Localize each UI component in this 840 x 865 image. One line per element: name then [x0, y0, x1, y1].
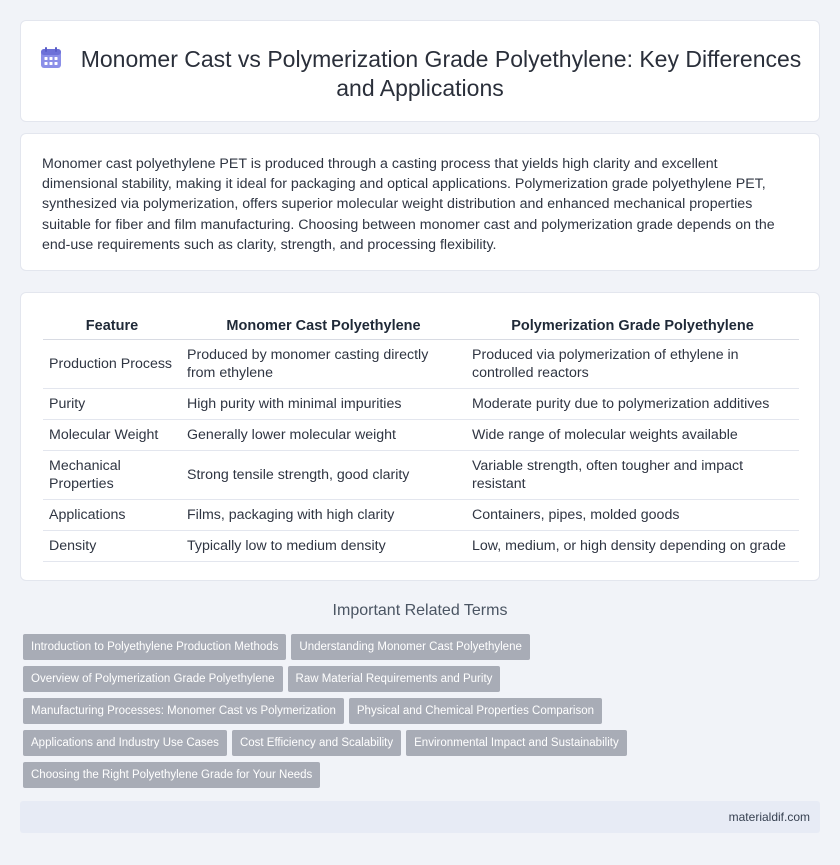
- related-terms-title: Important Related Terms: [332, 602, 508, 619]
- related-terms-list: [23, 634, 663, 794]
- table-cell: Molecular Weight: [43, 419, 181, 450]
- related-term-tag[interactable]: Manufacturing Processes: Monomer Cast vs Polymerization: [23, 698, 344, 724]
- table-row: [43, 499, 799, 530]
- related-term-tag[interactable]: Raw Material Requirements and Purity: [288, 666, 501, 692]
- related-term-tag[interactable]: Introduction to Polyethylene Production Methods: [23, 634, 286, 660]
- tag-row: [23, 730, 663, 756]
- table-row: [43, 530, 799, 561]
- header-feature: Feature: [43, 317, 181, 339]
- related-term-tag[interactable]: Physical and Chemical Properties Comparison: [349, 698, 602, 724]
- footer-site-link[interactable]: materialdif.com: [728, 810, 810, 824]
- related-term-tag[interactable]: Understanding Monomer Cast Polyethylene: [291, 634, 529, 660]
- table-cell: Production Process: [43, 339, 181, 388]
- table-row: [43, 339, 799, 388]
- intro-paragraph: Monomer cast polyethylene PET is produced through a casting process that yields high clarity and excellent dimensional stability, making it ideal for packaging and optical applications. Polymerization grade polyethylene PET, synthesized via polymerization, offers superior molecular weight distribution and enhanced mechanical properties suitable for fiber and film manufacturing. Choosing between monomer cast and polymerization grade depends on the end-use requirements such as clarity, strength, and processing flexibility.: [42, 156, 775, 253]
- tag-row: [23, 666, 663, 692]
- page-title: [21, 45, 819, 103]
- table-cell: Typically low to medium density: [181, 530, 466, 561]
- related-term-tag[interactable]: Cost Efficiency and Scalability: [232, 730, 401, 756]
- table-cell: Density: [43, 530, 181, 561]
- table-cell: Low, medium, or high density depending on grade: [466, 530, 799, 561]
- table-cell: Produced by monomer casting directly from ethylene: [181, 339, 466, 388]
- related-term-tag[interactable]: Overview of Polymerization Grade Polyethylene: [23, 666, 283, 692]
- table-cell: Wide range of molecular weights available: [466, 419, 799, 450]
- title-card: [20, 20, 820, 122]
- table-cell: Produced via polymerization of ethylene in controlled reactors: [466, 339, 799, 388]
- comparison-table-card: [20, 292, 820, 581]
- table-cell: Films, packaging with high clarity: [181, 499, 466, 530]
- related-term-tag[interactable]: Applications and Industry Use Cases: [23, 730, 227, 756]
- table-cell: Applications: [43, 499, 181, 530]
- table-row: [43, 419, 799, 450]
- table-header-row: [43, 317, 799, 339]
- related-term-tag[interactable]: Choosing the Right Polyethylene Grade for Your Needs: [23, 762, 320, 788]
- intro-card: [20, 133, 820, 271]
- tag-row: [23, 698, 663, 724]
- table-cell: Generally lower molecular weight: [181, 419, 466, 450]
- tag-row: [23, 634, 663, 660]
- table-cell: Mechanical Properties: [43, 450, 181, 499]
- header-monomer-cast: Monomer Cast Polyethylene: [181, 317, 466, 339]
- table-row: [43, 388, 799, 419]
- table-cell: Purity: [43, 388, 181, 419]
- table-cell: Variable strength, often tougher and impact resistant: [466, 450, 799, 499]
- table-cell: High purity with minimal impurities: [181, 388, 466, 419]
- table-cell: Moderate purity due to polymerization additives: [466, 388, 799, 419]
- calendar-grid-icon: [39, 46, 63, 70]
- related-term-tag[interactable]: Environmental Impact and Sustainability: [406, 730, 627, 756]
- footer: [20, 801, 820, 833]
- table-row: [43, 450, 799, 499]
- page-title-text: Monomer Cast vs Polymerization Grade Polyethylene: Key Differences and Applications: [80, 46, 802, 101]
- tag-row: [23, 762, 663, 788]
- header-polymerization-grade: Polymerization Grade Polyethylene: [466, 317, 799, 339]
- table-cell: Strong tensile strength, good clarity: [181, 450, 466, 499]
- comparison-table: [43, 317, 799, 562]
- table-cell: Containers, pipes, molded goods: [466, 499, 799, 530]
